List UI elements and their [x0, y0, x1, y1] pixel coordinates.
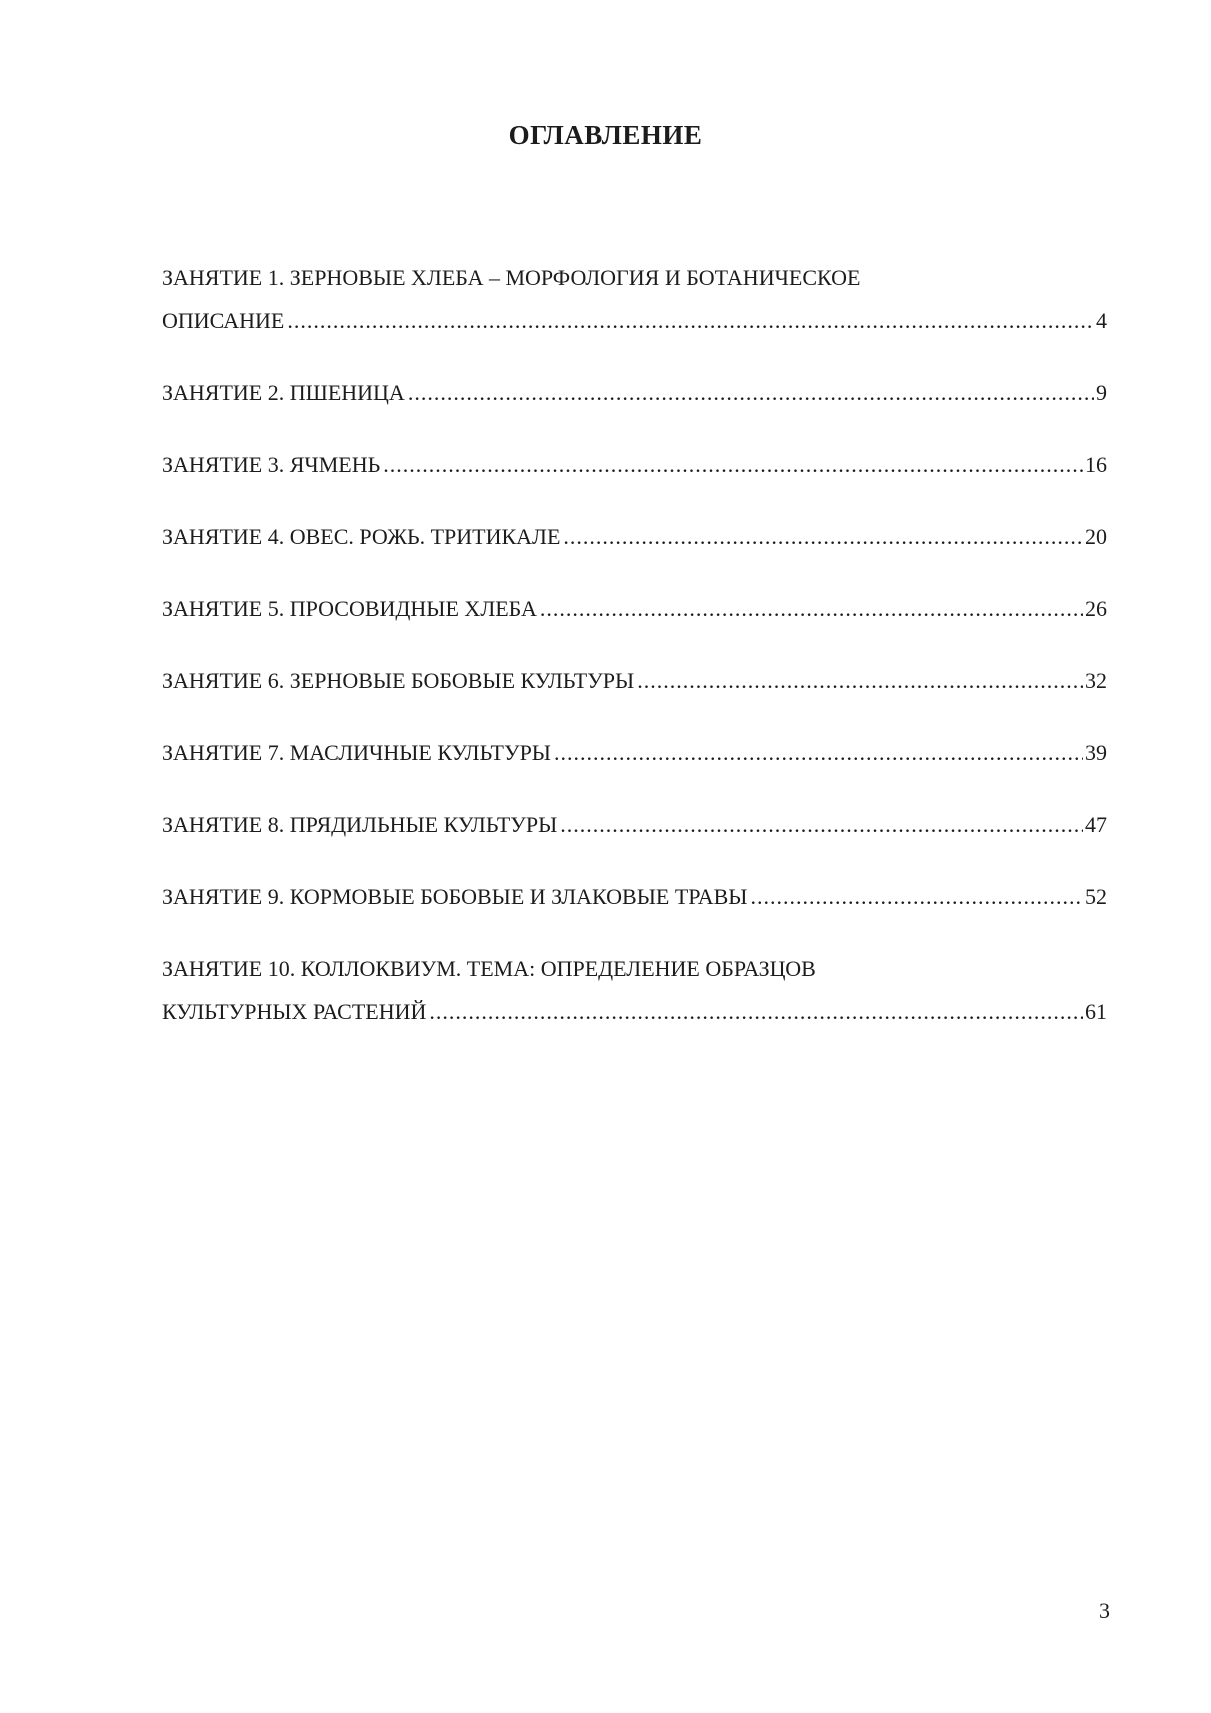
toc-entry-title: ЗАНЯТИЕ 6. ЗЕРНОВЫЕ БОБОВЫЕ КУЛЬТУРЫ [162, 668, 635, 693]
toc-entry-title: ЗАНЯТИЕ 3. ЯЧМЕНЬ [162, 452, 381, 477]
page-title: ОГЛАВЛЕНИЕ [508, 120, 703, 150]
toc-page-number: 20 [1085, 524, 1107, 549]
toc-entry-6[interactable] [162, 659, 1107, 702]
toc-entry-2[interactable] [162, 371, 1107, 414]
dot-leader [560, 803, 1083, 846]
toc-page-number: 9 [1096, 380, 1107, 405]
toc-entry-8[interactable] [162, 803, 1107, 846]
page-number: 3 [1099, 1598, 1110, 1623]
toc-page-number: 26 [1085, 596, 1107, 621]
toc-page-number: 32 [1085, 668, 1107, 693]
toc-entry-title: ЗАНЯТИЕ 2. ПШЕНИЦА [162, 380, 405, 405]
dot-leader [563, 515, 1083, 558]
toc-page-number: 16 [1085, 452, 1107, 477]
toc-page-number: 61 [1085, 999, 1107, 1024]
dot-leader [429, 990, 1083, 1033]
toc-entry-10[interactable] [162, 947, 1107, 1033]
toc-entry-title: ЗАНЯТИЕ 8. ПРЯДИЛЬНЫЕ КУЛЬТУРЫ [162, 812, 558, 837]
dot-leader [287, 299, 1094, 342]
toc-entry-title: КУЛЬТУРНЫХ РАСТЕНИЙ [162, 999, 427, 1024]
toc-entry-4[interactable] [162, 515, 1107, 558]
dot-leader [554, 731, 1083, 774]
toc-entry-title: ОПИСАНИЕ [162, 308, 285, 333]
toc-entry-title-line: ЗАНЯТИЕ 10. КОЛЛОКВИУМ. ТЕМА: ОПРЕДЕЛЕНИЕ ОБРАЗЦОВ [162, 956, 816, 981]
toc-entry-title: ЗАНЯТИЕ 5. ПРОСОВИДНЫЕ ХЛЕБА [162, 596, 537, 621]
toc-page-number: 47 [1085, 812, 1107, 837]
toc-entry-title: ЗАНЯТИЕ 4. ОВЕС. РОЖЬ. ТРИТИКАЛЕ [162, 524, 561, 549]
dot-leader [408, 371, 1094, 414]
toc-entry-9[interactable] [162, 875, 1107, 918]
toc-page-number: 52 [1085, 884, 1107, 909]
toc-entry-title-line: ЗАНЯТИЕ 1. ЗЕРНОВЫЕ ХЛЕБА – МОРФОЛОГИЯ И БОТАНИЧЕСКОЕ [162, 265, 861, 290]
toc-entry-7[interactable] [162, 731, 1107, 774]
toc-entry-5[interactable] [162, 587, 1107, 630]
dot-leader [637, 659, 1083, 702]
toc-entry-title: ЗАНЯТИЕ 7. МАСЛИЧНЫЕ КУЛЬТУРЫ [162, 740, 551, 765]
toc-page-number: 4 [1096, 308, 1107, 333]
table-of-contents [162, 256, 1107, 1062]
dot-leader [383, 443, 1083, 486]
toc-entry-title: ЗАНЯТИЕ 9. КОРМОВЫЕ БОБОВЫЕ И ЗЛАКОВЫЕ ТРАВЫ [162, 884, 748, 909]
toc-page-number: 39 [1085, 740, 1107, 765]
dot-leader [750, 875, 1083, 918]
toc-entry-1[interactable] [162, 256, 1107, 342]
dot-leader [540, 587, 1083, 630]
toc-entry-3[interactable] [162, 443, 1107, 486]
